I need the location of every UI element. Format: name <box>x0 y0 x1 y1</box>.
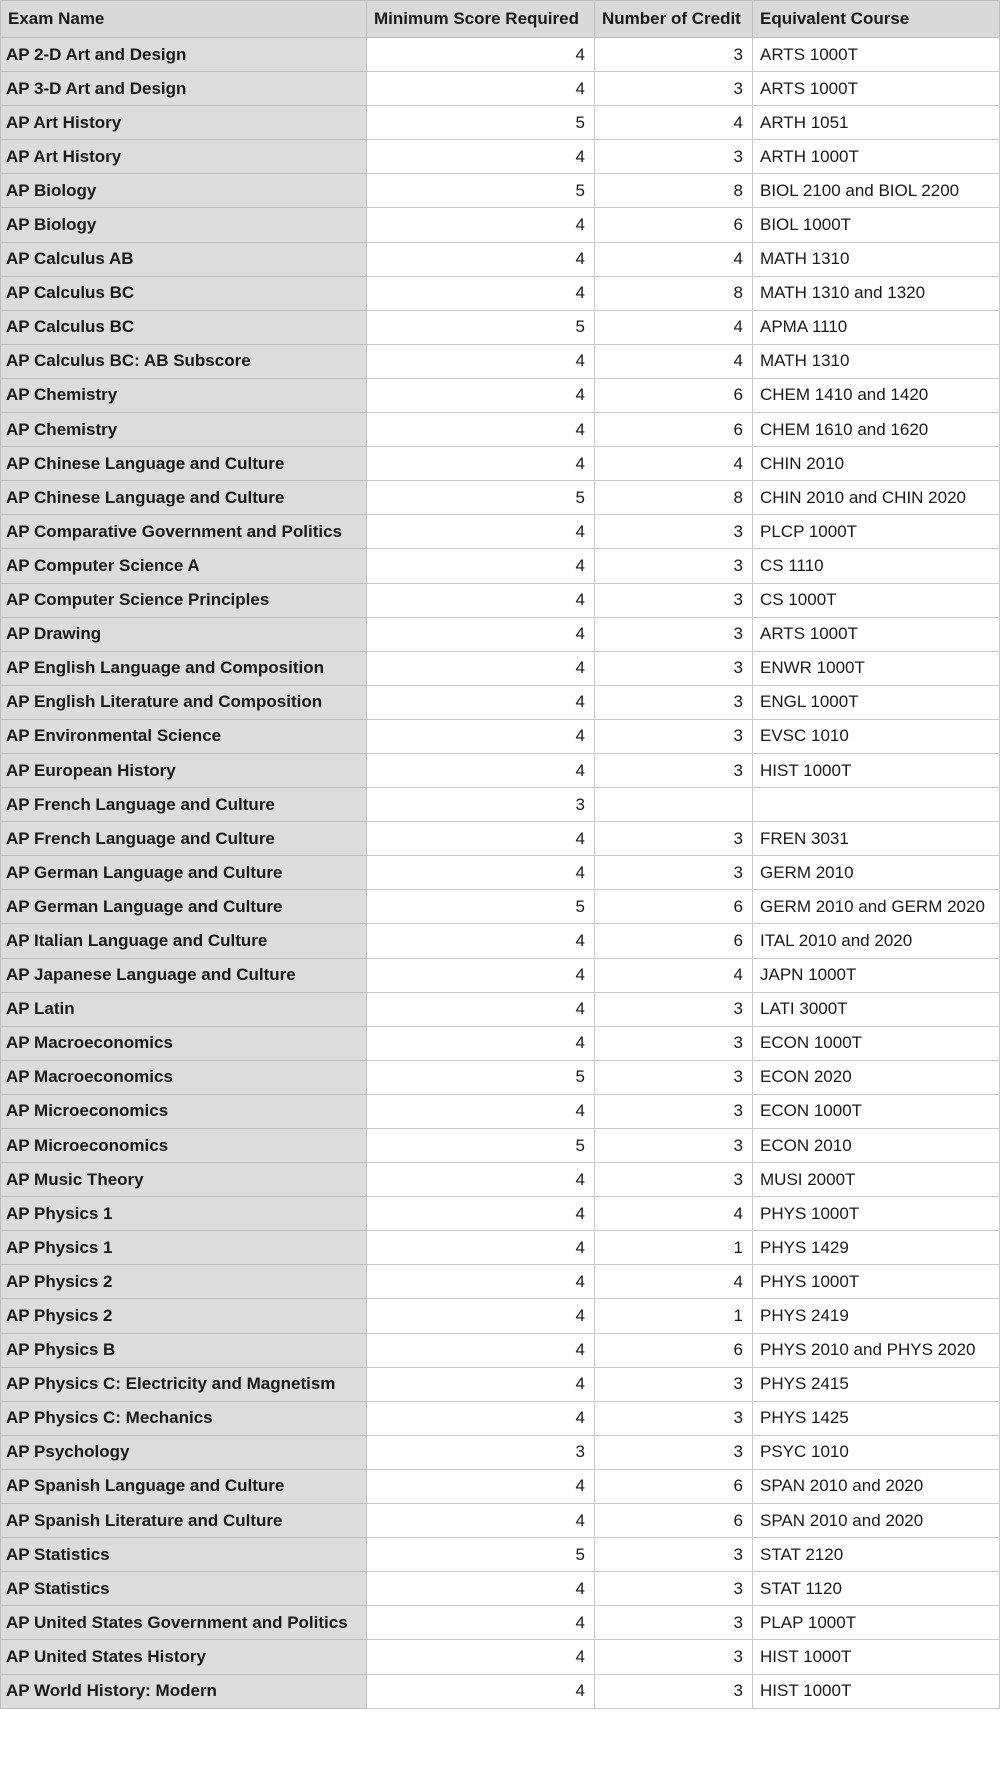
header-equivalent-course[interactable]: Equivalent Course <box>753 1 1000 38</box>
exam-name-cell[interactable]: AP English Literature and Composition <box>1 685 367 719</box>
exam-name-cell[interactable]: AP Microeconomics <box>1 1094 367 1128</box>
equivalent-course-cell[interactable] <box>753 788 1000 822</box>
exam-name-cell[interactable]: AP Macroeconomics <box>1 1060 367 1094</box>
exam-name-cell[interactable]: AP Music Theory <box>1 1163 367 1197</box>
min-score-cell[interactable]: 4 <box>367 685 595 719</box>
credits-cell[interactable]: 3 <box>595 651 753 685</box>
min-score-cell[interactable]: 4 <box>367 344 595 378</box>
equivalent-course-cell[interactable]: HIST 1000T <box>753 1674 1000 1708</box>
table-row <box>1 1401 1000 1435</box>
min-score-cell[interactable]: 4 <box>367 276 595 310</box>
exam-name-cell[interactable]: AP Physics 2 <box>1 1265 367 1299</box>
table-row <box>1 583 1000 617</box>
credits-cell[interactable]: 3 <box>595 515 753 549</box>
equivalent-course-cell[interactable]: MUSI 2000T <box>753 1163 1000 1197</box>
credits-cell[interactable]: 6 <box>595 378 753 412</box>
exam-name-cell[interactable]: AP Biology <box>1 208 367 242</box>
header-row <box>1 1 1000 38</box>
table-row <box>1 1504 1000 1538</box>
table-row <box>1 753 1000 787</box>
exam-name-cell[interactable]: AP United States Government and Politics <box>1 1606 367 1640</box>
credits-cell[interactable]: 8 <box>595 174 753 208</box>
header-exam-name[interactable]: Exam Name <box>1 1 367 38</box>
equivalent-course-cell[interactable]: CS 1110 <box>753 549 1000 583</box>
table-row <box>1 890 1000 924</box>
table-body <box>1 38 1000 1709</box>
table-row <box>1 1197 1000 1231</box>
credits-cell[interactable]: 3 <box>595 1401 753 1435</box>
min-score-cell[interactable]: 4 <box>367 958 595 992</box>
equivalent-course-cell[interactable]: PHYS 2415 <box>753 1367 1000 1401</box>
table-row <box>1 1094 1000 1128</box>
min-score-cell[interactable]: 4 <box>367 1094 595 1128</box>
exam-name-cell[interactable]: AP French Language and Culture <box>1 788 367 822</box>
equivalent-course-cell[interactable]: APMA 1110 <box>753 310 1000 344</box>
equivalent-course-cell[interactable]: MATH 1310 and 1320 <box>753 276 1000 310</box>
exam-name-cell[interactable]: AP Art History <box>1 106 367 140</box>
equivalent-course-cell[interactable]: MATH 1310 <box>753 242 1000 276</box>
min-score-cell[interactable]: 4 <box>367 924 595 958</box>
credits-cell[interactable]: 1 <box>595 1231 753 1265</box>
min-score-cell[interactable]: 4 <box>367 1299 595 1333</box>
exam-name-cell[interactable]: AP Computer Science Principles <box>1 583 367 617</box>
exam-name-cell[interactable]: AP Art History <box>1 140 367 174</box>
exam-name-cell[interactable]: AP Chinese Language and Culture <box>1 447 367 481</box>
min-score-cell[interactable]: 3 <box>367 788 595 822</box>
min-score-cell[interactable]: 5 <box>367 1538 595 1572</box>
exam-name-cell[interactable]: AP German Language and Culture <box>1 890 367 924</box>
min-score-cell[interactable]: 4 <box>367 1163 595 1197</box>
credits-cell[interactable]: 3 <box>595 1094 753 1128</box>
equivalent-course-cell[interactable]: CHEM 1410 and 1420 <box>753 378 1000 412</box>
equivalent-course-cell[interactable]: MATH 1310 <box>753 344 1000 378</box>
credits-cell[interactable]: 3 <box>595 1163 753 1197</box>
equivalent-course-cell[interactable]: PHYS 1429 <box>753 1231 1000 1265</box>
table-row <box>1 549 1000 583</box>
credits-cell[interactable]: 4 <box>595 106 753 140</box>
equivalent-course-cell[interactable]: CS 1000T <box>753 583 1000 617</box>
table-row <box>1 1060 1000 1094</box>
min-score-cell[interactable]: 3 <box>367 1435 595 1469</box>
table-row <box>1 174 1000 208</box>
equivalent-course-cell[interactable]: GERM 2010 and GERM 2020 <box>753 890 1000 924</box>
equivalent-course-cell[interactable]: ECON 2010 <box>753 1129 1000 1163</box>
equivalent-course-cell[interactable]: ARTS 1000T <box>753 72 1000 106</box>
equivalent-course-cell[interactable]: PHYS 2010 and PHYS 2020 <box>753 1333 1000 1367</box>
table-row <box>1 1231 1000 1265</box>
table-row <box>1 481 1000 515</box>
equivalent-course-cell[interactable]: GERM 2010 <box>753 856 1000 890</box>
equivalent-course-cell[interactable]: SPAN 2010 and 2020 <box>753 1469 1000 1503</box>
table-row <box>1 515 1000 549</box>
credits-cell[interactable]: 1 <box>595 1299 753 1333</box>
min-score-cell[interactable]: 4 <box>367 1572 595 1606</box>
table-row <box>1 413 1000 447</box>
credits-cell[interactable]: 3 <box>595 1129 753 1163</box>
credits-cell[interactable]: 3 <box>595 753 753 787</box>
credits-cell[interactable]: 4 <box>595 310 753 344</box>
equivalent-course-cell[interactable]: ARTH 1051 <box>753 106 1000 140</box>
equivalent-course-cell[interactable]: PSYC 1010 <box>753 1435 1000 1469</box>
exam-name-cell[interactable]: AP World History: Modern <box>1 1674 367 1708</box>
credits-cell[interactable]: 4 <box>595 958 753 992</box>
min-score-cell[interactable]: 4 <box>367 1640 595 1674</box>
equivalent-course-cell[interactable]: EVSC 1010 <box>753 719 1000 753</box>
credits-cell[interactable]: 3 <box>595 719 753 753</box>
credits-cell[interactable]: 3 <box>595 856 753 890</box>
table-row <box>1 617 1000 651</box>
min-score-cell[interactable]: 4 <box>367 1026 595 1060</box>
min-score-cell[interactable]: 4 <box>367 549 595 583</box>
credits-cell[interactable]: 3 <box>595 38 753 72</box>
table-row <box>1 1299 1000 1333</box>
exam-name-cell[interactable]: AP European History <box>1 753 367 787</box>
table-row <box>1 140 1000 174</box>
exam-name-cell[interactable]: AP Biology <box>1 174 367 208</box>
credits-cell[interactable] <box>595 788 753 822</box>
equivalent-course-cell[interactable]: ENGL 1000T <box>753 685 1000 719</box>
credits-cell[interactable]: 6 <box>595 1469 753 1503</box>
table-row <box>1 72 1000 106</box>
header-minimum-score[interactable]: Minimum Score Required <box>367 1 595 38</box>
table-row <box>1 1026 1000 1060</box>
min-score-cell[interactable]: 5 <box>367 1129 595 1163</box>
exam-name-cell[interactable]: AP Physics 2 <box>1 1299 367 1333</box>
exam-name-cell[interactable]: AP United States History <box>1 1640 367 1674</box>
credits-cell[interactable]: 3 <box>595 1606 753 1640</box>
min-score-cell[interactable]: 4 <box>367 208 595 242</box>
credits-cell[interactable]: 6 <box>595 890 753 924</box>
equivalent-course-cell[interactable]: LATI 3000T <box>753 992 1000 1026</box>
table-row <box>1 378 1000 412</box>
exam-name-cell[interactable]: AP Chemistry <box>1 378 367 412</box>
min-score-cell[interactable]: 4 <box>367 38 595 72</box>
min-score-cell[interactable]: 4 <box>367 515 595 549</box>
table-row <box>1 1265 1000 1299</box>
credits-cell[interactable]: 3 <box>595 549 753 583</box>
credits-cell[interactable]: 8 <box>595 481 753 515</box>
credits-cell[interactable]: 6 <box>595 208 753 242</box>
exam-name-cell[interactable]: AP Calculus BC <box>1 276 367 310</box>
min-score-cell[interactable]: 5 <box>367 1060 595 1094</box>
exam-name-cell[interactable]: AP Physics B <box>1 1333 367 1367</box>
credits-cell[interactable]: 3 <box>595 1367 753 1401</box>
exam-name-cell[interactable]: AP Calculus AB <box>1 242 367 276</box>
equivalent-course-cell[interactable]: STAT 1120 <box>753 1572 1000 1606</box>
table-row <box>1 447 1000 481</box>
exam-name-cell[interactable]: AP Chemistry <box>1 413 367 447</box>
min-score-cell[interactable]: 4 <box>367 1367 595 1401</box>
table-row <box>1 242 1000 276</box>
table-row <box>1 1435 1000 1469</box>
equivalent-course-cell[interactable]: JAPN 1000T <box>753 958 1000 992</box>
table-row <box>1 1129 1000 1163</box>
header-number-of-credit[interactable]: Number of Credit <box>595 1 753 38</box>
table-row <box>1 958 1000 992</box>
credits-cell[interactable]: 4 <box>595 1197 753 1231</box>
credits-cell[interactable]: 3 <box>595 1026 753 1060</box>
min-score-cell[interactable]: 4 <box>367 617 595 651</box>
min-score-cell[interactable]: 5 <box>367 890 595 924</box>
min-score-cell[interactable]: 4 <box>367 856 595 890</box>
credits-cell[interactable]: 3 <box>595 992 753 1026</box>
exam-name-cell[interactable]: AP Calculus BC <box>1 310 367 344</box>
table-row <box>1 310 1000 344</box>
exam-name-cell[interactable]: AP 2-D Art and Design <box>1 38 367 72</box>
exam-name-cell[interactable]: AP Psychology <box>1 1435 367 1469</box>
equivalent-course-cell[interactable]: PLCP 1000T <box>753 515 1000 549</box>
exam-name-cell[interactable]: AP Drawing <box>1 617 367 651</box>
credits-cell[interactable]: 3 <box>595 140 753 174</box>
exam-name-cell[interactable]: AP Spanish Literature and Culture <box>1 1504 367 1538</box>
min-score-cell[interactable]: 5 <box>367 174 595 208</box>
exam-name-cell[interactable]: AP Statistics <box>1 1538 367 1572</box>
equivalent-course-cell[interactable]: ENWR 1000T <box>753 651 1000 685</box>
credits-cell[interactable]: 3 <box>595 1538 753 1572</box>
exam-name-cell[interactable]: AP Japanese Language and Culture <box>1 958 367 992</box>
exam-name-cell[interactable]: AP Physics C: Electricity and Magnetism <box>1 1367 367 1401</box>
credits-cell[interactable]: 3 <box>595 72 753 106</box>
table-row <box>1 651 1000 685</box>
min-score-cell[interactable]: 4 <box>367 1606 595 1640</box>
equivalent-course-cell[interactable]: PHYS 1425 <box>753 1401 1000 1435</box>
credits-cell[interactable]: 6 <box>595 1333 753 1367</box>
credits-cell[interactable]: 6 <box>595 924 753 958</box>
min-score-cell[interactable]: 4 <box>367 651 595 685</box>
equivalent-course-cell[interactable]: ARTH 1000T <box>753 140 1000 174</box>
exam-name-cell[interactable]: AP Spanish Language and Culture <box>1 1469 367 1503</box>
exam-name-cell[interactable]: AP English Language and Composition <box>1 651 367 685</box>
min-score-cell[interactable]: 4 <box>367 1469 595 1503</box>
table-row <box>1 1163 1000 1197</box>
table-row <box>1 208 1000 242</box>
min-score-cell[interactable]: 4 <box>367 753 595 787</box>
table-row <box>1 992 1000 1026</box>
credits-cell[interactable]: 3 <box>595 617 753 651</box>
exam-name-cell[interactable]: AP Chinese Language and Culture <box>1 481 367 515</box>
credits-cell[interactable]: 3 <box>595 583 753 617</box>
table-header <box>1 1 1000 38</box>
exam-name-cell[interactable]: AP Physics 1 <box>1 1231 367 1265</box>
credits-cell[interactable]: 4 <box>595 447 753 481</box>
equivalent-course-cell[interactable]: CHEM 1610 and 1620 <box>753 413 1000 447</box>
equivalent-course-cell[interactable]: PHYS 1000T <box>753 1265 1000 1299</box>
exam-name-cell[interactable]: AP Physics C: Mechanics <box>1 1401 367 1435</box>
credits-cell[interactable]: 3 <box>595 1435 753 1469</box>
min-score-cell[interactable]: 4 <box>367 140 595 174</box>
credits-cell[interactable]: 6 <box>595 413 753 447</box>
exam-name-cell[interactable]: AP Statistics <box>1 1572 367 1606</box>
min-score-cell[interactable]: 4 <box>367 822 595 856</box>
equivalent-course-cell[interactable]: ECON 1000T <box>753 1094 1000 1128</box>
table-row <box>1 344 1000 378</box>
credits-cell[interactable]: 3 <box>595 1572 753 1606</box>
min-score-cell[interactable]: 4 <box>367 413 595 447</box>
table-row <box>1 1469 1000 1503</box>
table-row <box>1 1640 1000 1674</box>
equivalent-course-cell[interactable]: ECON 1000T <box>753 1026 1000 1060</box>
min-score-cell[interactable]: 4 <box>367 1674 595 1708</box>
min-score-cell[interactable]: 4 <box>367 1504 595 1538</box>
table-row <box>1 276 1000 310</box>
equivalent-course-cell[interactable]: FREN 3031 <box>753 822 1000 856</box>
credits-cell[interactable]: 3 <box>595 1060 753 1094</box>
credits-cell[interactable]: 4 <box>595 242 753 276</box>
table-row <box>1 106 1000 140</box>
exam-name-cell[interactable]: AP Calculus BC: AB Subscore <box>1 344 367 378</box>
equivalent-course-cell[interactable]: BIOL 1000T <box>753 208 1000 242</box>
table-row <box>1 685 1000 719</box>
exam-name-cell[interactable]: AP 3-D Art and Design <box>1 72 367 106</box>
credits-cell[interactable]: 6 <box>595 1504 753 1538</box>
exam-name-cell[interactable]: AP Microeconomics <box>1 1129 367 1163</box>
exam-name-cell[interactable]: AP Comparative Government and Politics <box>1 515 367 549</box>
min-score-cell[interactable]: 4 <box>367 1333 595 1367</box>
credits-cell[interactable]: 3 <box>595 822 753 856</box>
table-row <box>1 1367 1000 1401</box>
equivalent-course-cell[interactable]: STAT 2120 <box>753 1538 1000 1572</box>
table-row <box>1 1572 1000 1606</box>
min-score-cell[interactable]: 5 <box>367 481 595 515</box>
exam-name-cell[interactable]: AP Computer Science A <box>1 549 367 583</box>
credits-cell[interactable]: 3 <box>595 685 753 719</box>
min-score-cell[interactable]: 5 <box>367 106 595 140</box>
min-score-cell[interactable]: 4 <box>367 447 595 481</box>
table-row <box>1 719 1000 753</box>
table-row <box>1 1606 1000 1640</box>
exam-name-cell[interactable]: AP German Language and Culture <box>1 856 367 890</box>
equivalent-course-cell[interactable]: ECON 2020 <box>753 1060 1000 1094</box>
equivalent-course-cell[interactable]: PLAP 1000T <box>753 1606 1000 1640</box>
table-row <box>1 38 1000 72</box>
table-row <box>1 788 1000 822</box>
min-score-cell[interactable]: 5 <box>367 310 595 344</box>
credits-cell[interactable]: 3 <box>595 1640 753 1674</box>
credits-cell[interactable]: 4 <box>595 344 753 378</box>
credits-cell[interactable]: 4 <box>595 1265 753 1299</box>
equivalent-course-cell[interactable]: CHIN 2010 and CHIN 2020 <box>753 481 1000 515</box>
equivalent-course-cell[interactable]: ARTS 1000T <box>753 617 1000 651</box>
min-score-cell[interactable]: 4 <box>367 583 595 617</box>
min-score-cell[interactable]: 4 <box>367 242 595 276</box>
equivalent-course-cell[interactable]: PHYS 1000T <box>753 1197 1000 1231</box>
equivalent-course-cell[interactable]: ARTS 1000T <box>753 38 1000 72</box>
exam-name-cell[interactable]: AP Italian Language and Culture <box>1 924 367 958</box>
exam-name-cell[interactable]: AP Macroeconomics <box>1 1026 367 1060</box>
min-score-cell[interactable]: 4 <box>367 719 595 753</box>
equivalent-course-cell[interactable]: CHIN 2010 <box>753 447 1000 481</box>
equivalent-course-cell[interactable]: ITAL 2010 and 2020 <box>753 924 1000 958</box>
table-row <box>1 924 1000 958</box>
min-score-cell[interactable]: 4 <box>367 1401 595 1435</box>
credits-cell[interactable]: 3 <box>595 1674 753 1708</box>
table-row <box>1 822 1000 856</box>
equivalent-course-cell[interactable]: HIST 1000T <box>753 753 1000 787</box>
min-score-cell[interactable]: 4 <box>367 1197 595 1231</box>
min-score-cell[interactable]: 4 <box>367 1231 595 1265</box>
equivalent-course-cell[interactable]: BIOL 2100 and BIOL 2200 <box>753 174 1000 208</box>
exam-name-cell[interactable]: AP Physics 1 <box>1 1197 367 1231</box>
equivalent-course-cell[interactable]: PHYS 2419 <box>753 1299 1000 1333</box>
min-score-cell[interactable]: 4 <box>367 1265 595 1299</box>
credits-cell[interactable]: 8 <box>595 276 753 310</box>
table-row <box>1 856 1000 890</box>
equivalent-course-cell[interactable]: HIST 1000T <box>753 1640 1000 1674</box>
min-score-cell[interactable]: 4 <box>367 378 595 412</box>
table-row <box>1 1674 1000 1708</box>
exam-name-cell[interactable]: AP Environmental Science <box>1 719 367 753</box>
exam-name-cell[interactable]: AP French Language and Culture <box>1 822 367 856</box>
min-score-cell[interactable]: 4 <box>367 992 595 1026</box>
exam-name-cell[interactable]: AP Latin <box>1 992 367 1026</box>
table-row <box>1 1333 1000 1367</box>
min-score-cell[interactable]: 4 <box>367 72 595 106</box>
table-row <box>1 1538 1000 1572</box>
equivalent-course-cell[interactable]: SPAN 2010 and 2020 <box>753 1504 1000 1538</box>
